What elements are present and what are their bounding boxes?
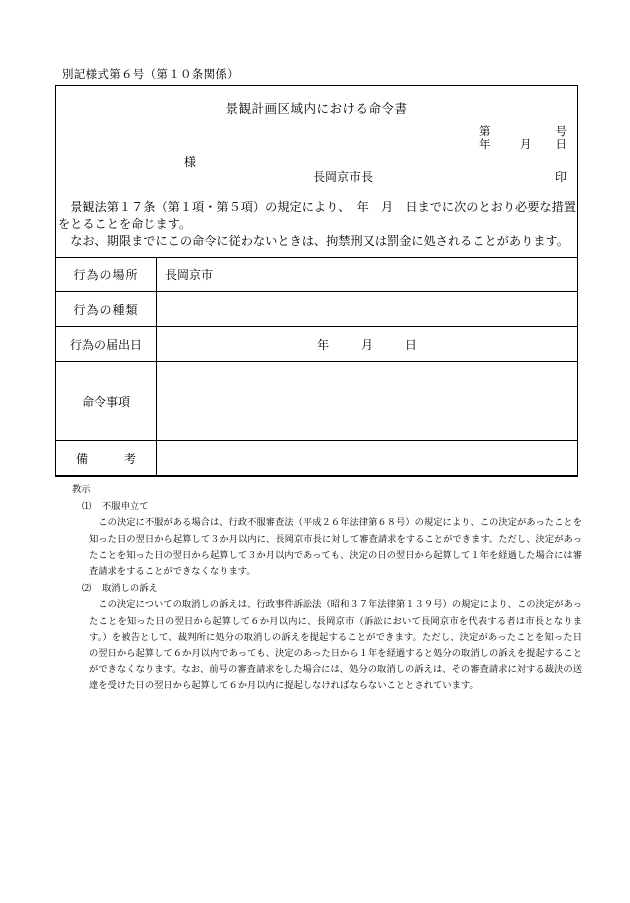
note-title: 取消しの訴え bbox=[102, 583, 158, 595]
issue-year: 年 bbox=[479, 137, 491, 151]
notification-year: 年 bbox=[317, 337, 330, 352]
penalty-paragraph: なお、期限までにこの命令に従わないときは、拘禁刑又は罰金に処されることがあります。 bbox=[70, 234, 569, 248]
issuer-name: 長岡京市長 bbox=[313, 170, 374, 184]
addressee-suffix: 様 bbox=[184, 155, 197, 169]
row-label: 命令事項 bbox=[56, 362, 157, 441]
note-item-heading bbox=[62, 499, 582, 515]
notification-month: 月 bbox=[360, 337, 373, 352]
notes-heading: 教示 bbox=[72, 484, 91, 495]
row-label: 行為の場所 bbox=[56, 258, 157, 292]
row-label: 備 考 bbox=[56, 441, 157, 477]
instruction-notes bbox=[62, 482, 582, 695]
notification-date-value[interactable] bbox=[157, 327, 578, 362]
table-row bbox=[56, 292, 578, 327]
document-title: 景観計画区域内における命令書 bbox=[225, 101, 408, 116]
note-number: ⑵ bbox=[82, 583, 92, 595]
location-value[interactable]: 長岡京市 bbox=[157, 258, 578, 292]
note-number: ⑴ bbox=[82, 501, 92, 513]
order-body bbox=[58, 199, 576, 250]
issue-number-block bbox=[479, 125, 567, 151]
form-id: 別記様式第６号（第１０条関係） bbox=[62, 67, 239, 81]
row-label: 行為の種類 bbox=[56, 292, 157, 327]
issue-number-prefix: 第 bbox=[479, 124, 491, 138]
note-title: 不服申立て bbox=[102, 501, 149, 513]
issue-number-suffix: 号 bbox=[555, 124, 567, 138]
seal-mark: 印 bbox=[555, 170, 568, 184]
table-row bbox=[56, 258, 578, 292]
order-items-value[interactable] bbox=[157, 362, 578, 441]
note-text: この決定に不服がある場合は、行政不服審査法（平成２６年法律第６８号）の規定により、この決定があったことを知った日の翌日から起算して３か月以内に、長岡京市長に対して審査請求をすることができます。ただし、決定があったことを知った日の翌日から起算して３か月以内であっても、決定の日の翌日から起算して１年を経過した場合には審査請求をすることができなくなります。 bbox=[89, 517, 582, 578]
order-form-frame bbox=[55, 85, 578, 476]
row-label: 行為の届出日 bbox=[56, 327, 157, 362]
note-item-heading bbox=[62, 581, 582, 597]
table-row bbox=[56, 327, 578, 362]
issue-month: 月 bbox=[520, 137, 532, 151]
order-paragraph: 景観法第１７条（第１項・第５項）の規定により、 年 月 日までに次のとおり必要な措置をとることを命じます。 bbox=[58, 200, 576, 231]
notification-day: 日 bbox=[404, 337, 417, 352]
note-text: この決定についての取消しの訴えは、行政事件訴訟法（昭和３７年法律第１３９号）の規定により、この決定があったことを知った日の翌日から起算して６か月以内に、長岡京市（訴訟において長岡京市を代表する者は市長となります。）を被告として、裁判所に処分の取消しの訴えを提起することができます。ただし、決定があったことを知った日の翌日から起算して６か月以内であっても、決定のあった日から１年を経過すると処分の取消しの訴えを提起することができなくなります。なお、前号の審査請求をした場合には、処分の取消しの訴えは、その審査請求に対する裁決の送達を受けた日の翌日から起算して６か月以内に提起しなければならないこととされています。 bbox=[89, 599, 582, 692]
table-row bbox=[56, 441, 578, 477]
activity-type-value[interactable] bbox=[157, 292, 578, 327]
order-details-table bbox=[55, 257, 578, 477]
issue-day: 日 bbox=[555, 137, 567, 151]
table-row bbox=[56, 362, 578, 441]
remarks-value[interactable] bbox=[157, 441, 578, 477]
